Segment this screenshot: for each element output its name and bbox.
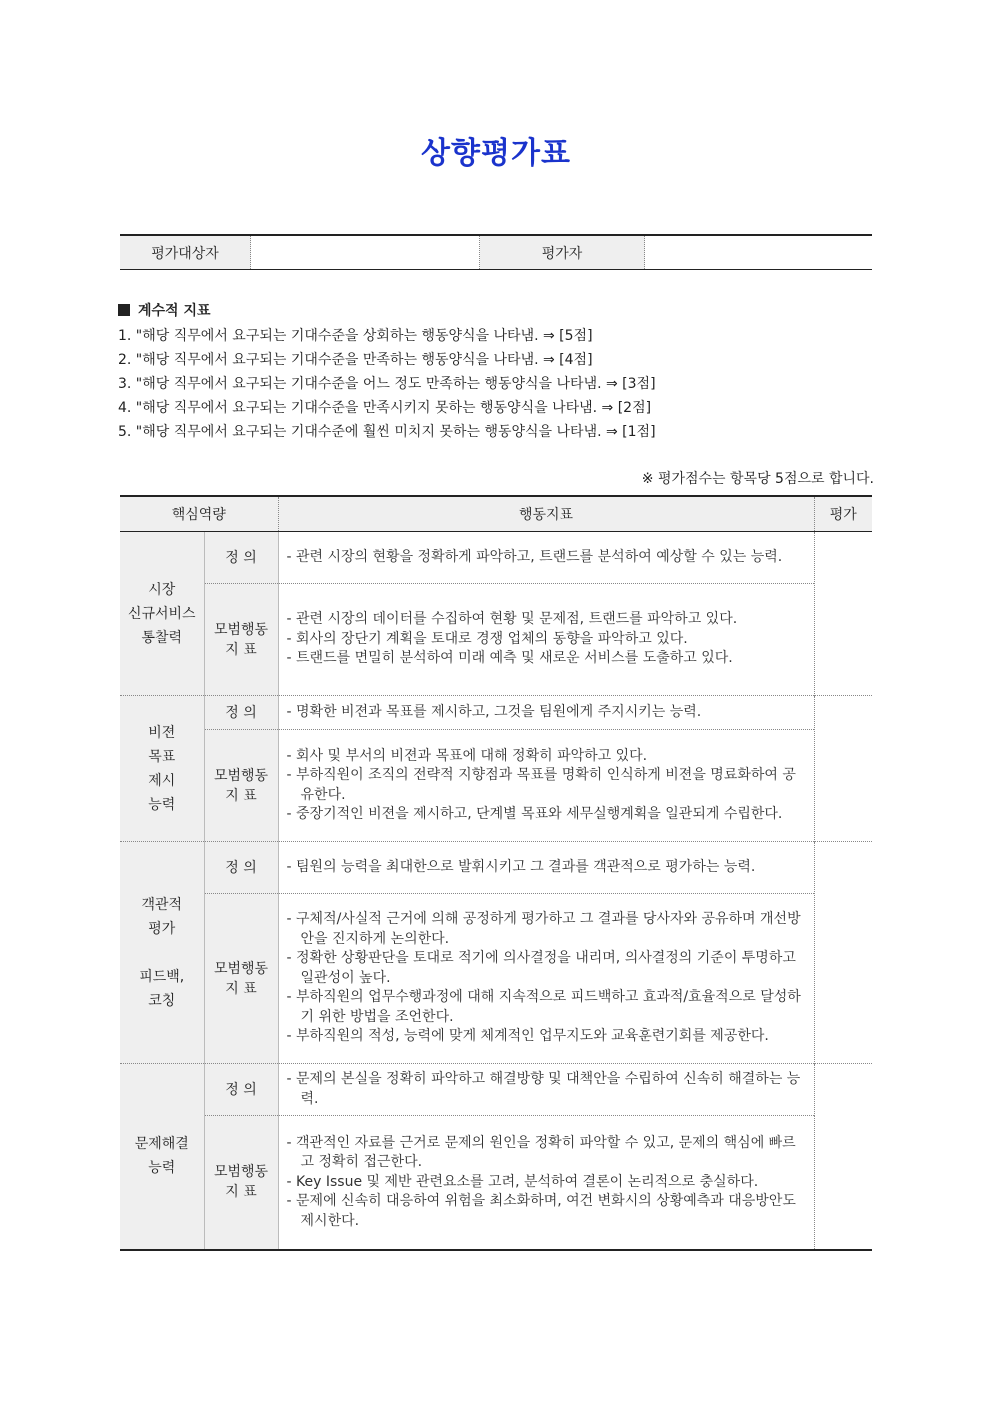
definition-text	[278, 1064, 814, 1116]
model-behavior-text	[278, 730, 814, 842]
competency-name	[120, 1064, 204, 1250]
competency-name	[120, 696, 204, 842]
competency-definition-row	[120, 696, 872, 730]
competency-name-line: 객관적	[141, 896, 183, 913]
competency-definition-row	[120, 842, 872, 894]
scale-line: 5. "해당 직무에서 요구되는 기대수준에 훨씬 미치지 못하는 행동양식을 나타냄. ⇒ [1점]	[118, 424, 656, 440]
model-behavior-label	[204, 584, 278, 696]
model-behavior-line: - 관련 시장의 데이터를 수집하여 현황 및 문제점, 트랜드를 파악하고 있다.	[286, 611, 738, 628]
definition-label: 정 의	[204, 842, 278, 894]
score-input-cell[interactable]	[814, 842, 872, 1064]
evaluator-value-field[interactable]	[645, 235, 873, 270]
header-competency: 핵심역량	[120, 496, 278, 532]
competency-name-line: 평가	[148, 920, 176, 937]
competency-name-line: 능력	[148, 1160, 176, 1177]
definition-label: 정 의	[204, 532, 278, 584]
score-input-cell[interactable]	[814, 696, 872, 842]
model-behavior-line: - 구체적/사실적 근거에 의해 공정하게 평가하고 그 결과를 당사자와 공유하며 개선방안을 진지하게 논의한다.	[286, 911, 801, 947]
competency-name-line: 시장	[148, 581, 176, 598]
model-behavior-line: - 정확한 상황판단을 토대로 적기에 의사결정을 내리며, 의사결정의 기준이 투명하고 일관성이 높다.	[286, 950, 796, 986]
model-label-line: 모범행동	[213, 621, 269, 638]
definition-line: - 문제의 본실을 정확히 파악하고 해결방향 및 대책안을 수립하여 신속히 해결하는 능력.	[286, 1071, 801, 1107]
model-behavior-line: - 회사의 장단기 계획을 토대로 경쟁 업체의 동향을 파악하고 있다.	[286, 630, 688, 647]
competency-table	[120, 495, 872, 1251]
definition-line: - 명확한 비젼과 목표를 제시하고, 그것을 팀원에게 주지시키는 능력.	[286, 703, 702, 720]
competency-model-row	[120, 1116, 872, 1250]
model-behavior-line: - 객관적인 자료를 근거로 문제의 원인을 정확히 파악할 수 있고, 문제의 핵심에 빠르고 정확히 접근한다.	[286, 1134, 796, 1170]
competency-name-line: 능력	[148, 796, 176, 813]
competency-model-row	[120, 894, 872, 1064]
model-label-line: 지 표	[225, 980, 257, 997]
competency-name-line: 코칭	[148, 992, 176, 1009]
model-behavior-text	[278, 584, 814, 696]
score-input-cell[interactable]	[814, 532, 872, 696]
model-behavior-label	[204, 730, 278, 842]
evaluation-info-table	[120, 234, 872, 270]
competency-name-line: 문제해결	[134, 1136, 189, 1153]
square-bullet-icon	[118, 304, 130, 316]
scale-line: 4. "해당 직무에서 요구되는 기대수준을 만족시키지 못하는 행동양식을 나타냄. ⇒ [2점]	[118, 400, 652, 416]
model-behavior-line: - Key Issue 및 제반 관련요소를 고려, 분석하여 결론이 논리적으로 충실하다.	[286, 1173, 759, 1190]
competency-name-line: 통찰력	[141, 629, 183, 646]
model-label-line: 지 표	[225, 641, 257, 658]
model-behavior-label	[204, 1116, 278, 1250]
model-label-line: 지 표	[225, 787, 257, 804]
model-behavior-text	[278, 1116, 814, 1250]
competency-name	[120, 842, 204, 1064]
score-input-cell[interactable]	[814, 1064, 872, 1250]
competency-name-line: 피드백,	[139, 968, 185, 985]
model-behavior-text	[278, 894, 814, 1064]
model-behavior-line: - 부하직원의 적성, 능력에 맞게 체계적인 업무지도와 교육훈련기회를 제공한다.	[286, 1028, 769, 1045]
competency-name-line: 신규서비스	[127, 605, 196, 622]
definition-text	[278, 696, 814, 730]
model-behavior-line: - 부하직원의 업무수행과정에 대해 지속적으로 피드백하고 효과적/효율적으로 달성하기 위한 방법을 조언한다.	[286, 989, 801, 1025]
evaluator-label: 평가자	[480, 235, 645, 270]
model-label-line: 지 표	[225, 1184, 257, 1201]
model-behavior-line: - 회사 및 부서의 비젼과 목표에 대해 정확히 파악하고 있다.	[286, 747, 648, 764]
competency-definition-row	[120, 1064, 872, 1116]
scoring-note: ※ 평가점수는 항목당 5점으로 합니다.	[641, 471, 874, 487]
competency-model-row	[120, 584, 872, 696]
target-label: 평가대상자	[120, 235, 251, 270]
definition-text	[278, 532, 814, 584]
definition-text	[278, 842, 814, 894]
model-behavior-line: - 부하직원이 조직의 전략적 지향점과 목표를 명확히 인식하게 비젼을 명료화하여 공유한다.	[286, 767, 796, 803]
model-behavior-line: - 트랜드를 면밀히 분석하여 미래 예측 및 새로운 서비스를 도출하고 있다.	[286, 650, 733, 667]
scale-heading-text: 계수적 지표	[138, 303, 211, 319]
target-value-field[interactable]	[251, 235, 480, 270]
scale-line: 1. "해당 직무에서 요구되는 기대수준을 상회하는 행동양식을 나타냄. ⇒ [5점]	[118, 328, 593, 344]
header-behavior: 행동지표	[278, 496, 814, 532]
model-behavior-label	[204, 894, 278, 1064]
competency-name-line: 목표	[148, 748, 176, 765]
competency-name-line	[120, 941, 204, 965]
score-scale-section	[118, 300, 878, 444]
scale-line: 3. "해당 직무에서 요구되는 기대수준을 어느 정도 만족하는 행동양식을 나타냄. ⇒ [3점]	[118, 376, 656, 392]
competency-name-line: 비젼	[148, 724, 176, 741]
definition-line: - 관련 시장의 현황을 정확하게 파악하고, 트랜드를 분석하여 예상할 수 있는 능력.	[286, 548, 783, 565]
page-title: 상향평가표	[421, 136, 571, 171]
scale-heading	[118, 300, 878, 320]
model-label-line: 모범행동	[213, 960, 269, 977]
header-score: 평가	[814, 496, 872, 532]
model-behavior-line: - 문제에 신속히 대응하여 위험을 최소화하며, 여건 변화시의 상황예측과 대응방안도 제시한다.	[286, 1193, 796, 1229]
definition-line: - 팀원의 능력을 최대한으로 발휘시키고 그 결과를 객관적으로 평가하는 능력.	[286, 858, 756, 875]
scale-line: 2. "해당 직무에서 요구되는 기대수준을 만족하는 행동양식을 나타냄. ⇒ [4점]	[118, 352, 593, 368]
competency-name	[120, 532, 204, 696]
competency-name-line: 제시	[148, 772, 176, 789]
competency-model-row	[120, 730, 872, 842]
definition-label: 정 의	[204, 1064, 278, 1116]
model-label-line: 모범행동	[213, 767, 269, 784]
model-behavior-line: - 중장기적인 비젼을 제시하고, 단계별 목표와 세무실행계획을 일관되게 수립한다.	[286, 806, 783, 822]
definition-label: 정 의	[204, 696, 278, 730]
model-label-line: 모범행동	[213, 1164, 269, 1181]
competency-definition-row	[120, 532, 872, 584]
